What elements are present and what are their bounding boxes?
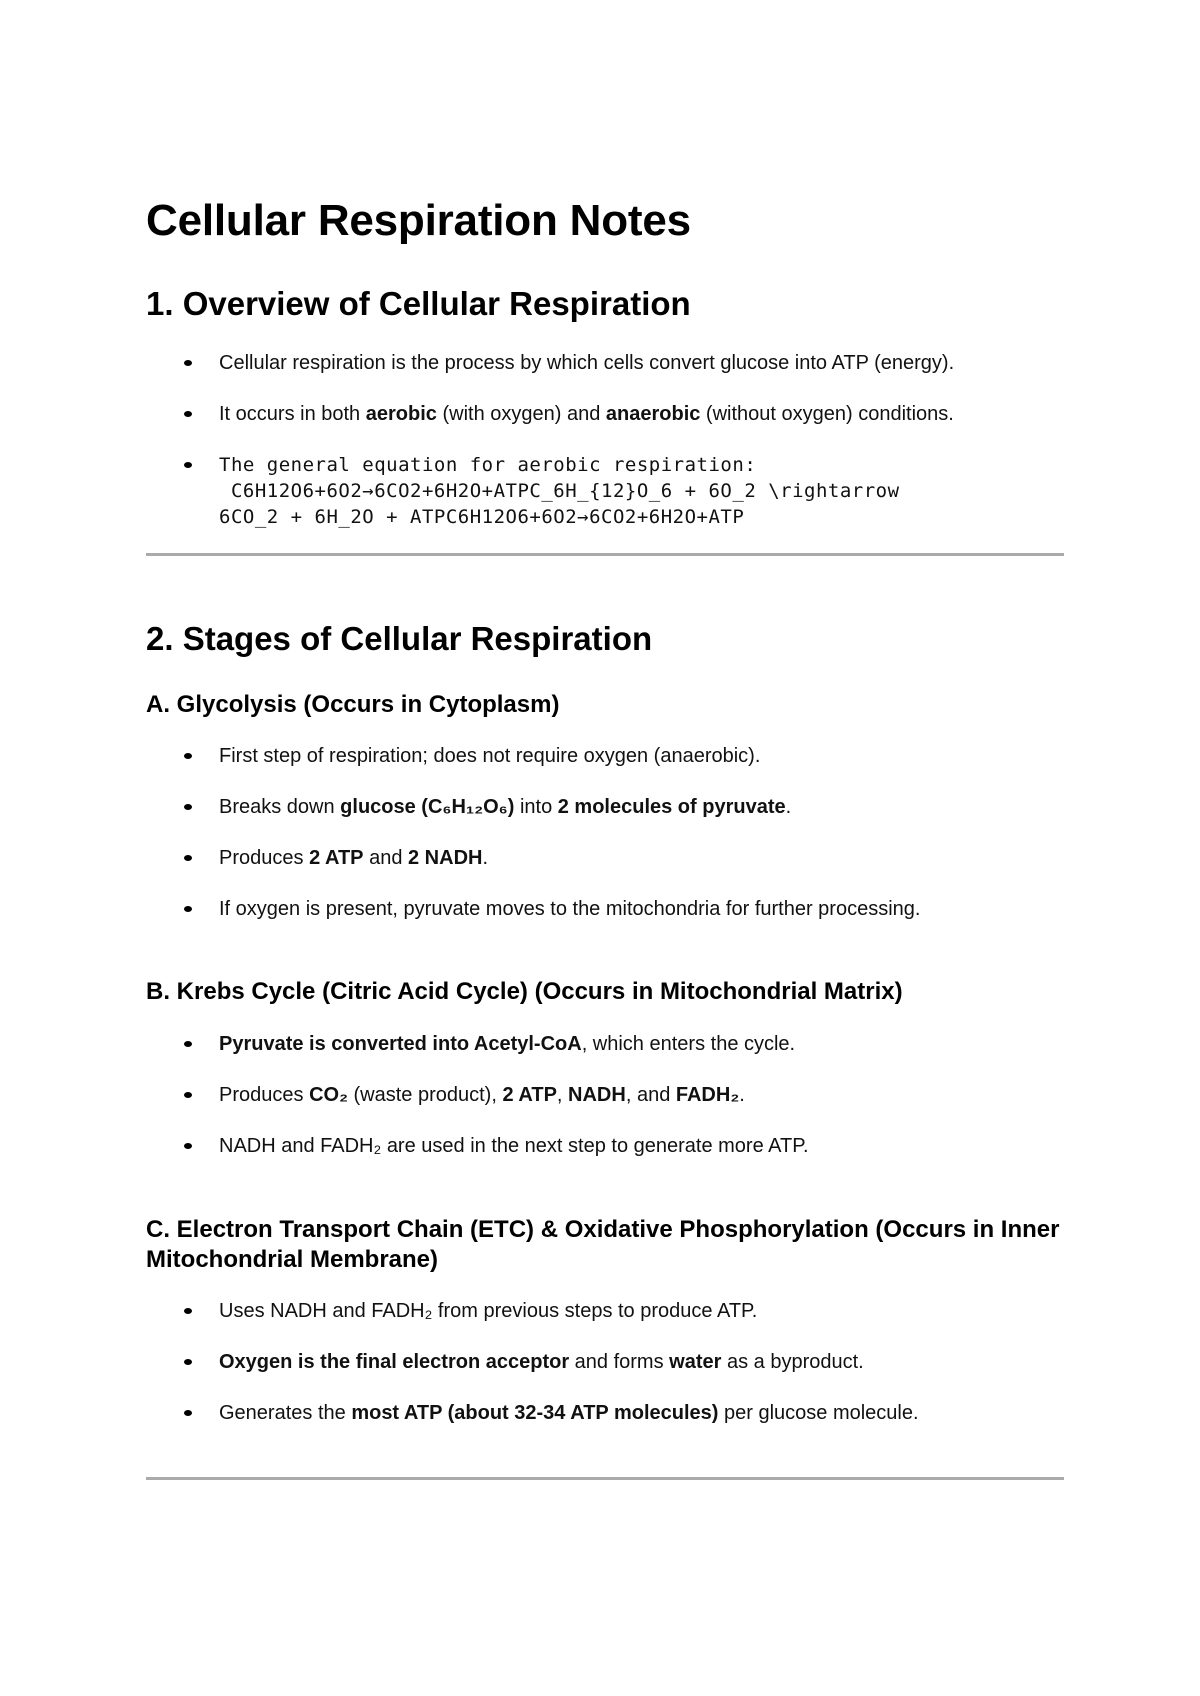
list-item: First step of respiration; does not require oxygen (anaerobic).: [146, 743, 1064, 769]
equation-line-2: 6CO_2 + 6H_2O + ATPC6H12O6+6O2→6CO2+6H2O+ATP: [219, 506, 745, 528]
section-1-list: [146, 350, 1064, 555]
bullet-icon: [184, 1308, 192, 1314]
bullet-icon: [184, 1092, 192, 1098]
list-item: Pyruvate is converted into Acetyl-CoA, which enters the cycle.: [146, 1031, 1064, 1057]
page-title: Cellular Respiration Notes: [146, 196, 691, 245]
subsection-c-heading: C. Electron Transport Chain (ETC) & Oxidative Phosphorylation (Occurs in Inner Mitochondrial Membrane): [146, 1216, 1060, 1273]
list-item: If oxygen is present, pyruvate moves to the mitochondria for further processing.: [146, 896, 1064, 922]
list-item: Breaks down glucose (C₆H₁₂O₆) into 2 molecules of pyruvate.: [146, 794, 1064, 820]
list-item: Oxygen is the final electron acceptor and forms water as a byproduct.: [146, 1349, 1064, 1375]
bullet-icon: [184, 1410, 192, 1416]
bullet-icon: [184, 804, 192, 810]
bullet-icon: [184, 1143, 192, 1149]
subsection-c-list: [146, 1298, 1064, 1451]
bullet-icon: [184, 753, 192, 759]
subsection-a-list: [146, 743, 1064, 947]
section-1-heading: 1. Overview of Cellular Respiration: [146, 285, 691, 322]
list-item: It occurs in both aerobic (with oxygen) and anaerobic (without oxygen) conditions.: [146, 401, 1064, 427]
bullet-icon: [184, 1359, 192, 1365]
bullet-icon: [184, 411, 192, 417]
list-item: Uses NADH and FADH₂ from previous steps to produce ATP.: [146, 1298, 1064, 1324]
bullet-icon: [184, 1041, 192, 1047]
list-item: NADH and FADH₂ are used in the next step to generate more ATP.: [146, 1133, 1064, 1159]
list-item-equation: [146, 452, 1064, 530]
bullet-icon: [184, 855, 192, 861]
bullet-icon: [184, 906, 192, 912]
subsection-b-heading: B. Krebs Cycle (Citric Acid Cycle) (Occurs in Mitochondrial Matrix): [146, 978, 903, 1005]
subsection-b-list: [146, 1031, 1064, 1184]
list-item: Generates the most ATP (about 32-34 ATP molecules) per glucose molecule.: [146, 1400, 1064, 1426]
list-item: Cellular respiration is the process by which cells convert glucose into ATP (energy).: [146, 350, 1064, 376]
equation-line-1: C6H12O6+6O2→6CO2+6H2O+ATPC_6H_{12}O_6 + 6O_2 \rightarrow: [219, 480, 900, 502]
equation-intro: The general equation for aerobic respiration:: [219, 454, 757, 476]
divider: [146, 1477, 1064, 1480]
bullet-icon: [184, 462, 192, 468]
list-item: Produces CO₂ (waste product), 2 ATP, NADH, and FADH₂.: [146, 1082, 1064, 1108]
list-item: Produces 2 ATP and 2 NADH.: [146, 845, 1064, 871]
section-2-heading: 2. Stages of Cellular Respiration: [146, 620, 653, 657]
divider: [146, 553, 1064, 556]
bullet-icon: [184, 360, 192, 366]
subsection-a-heading: A. Glycolysis (Occurs in Cytoplasm): [146, 691, 560, 718]
